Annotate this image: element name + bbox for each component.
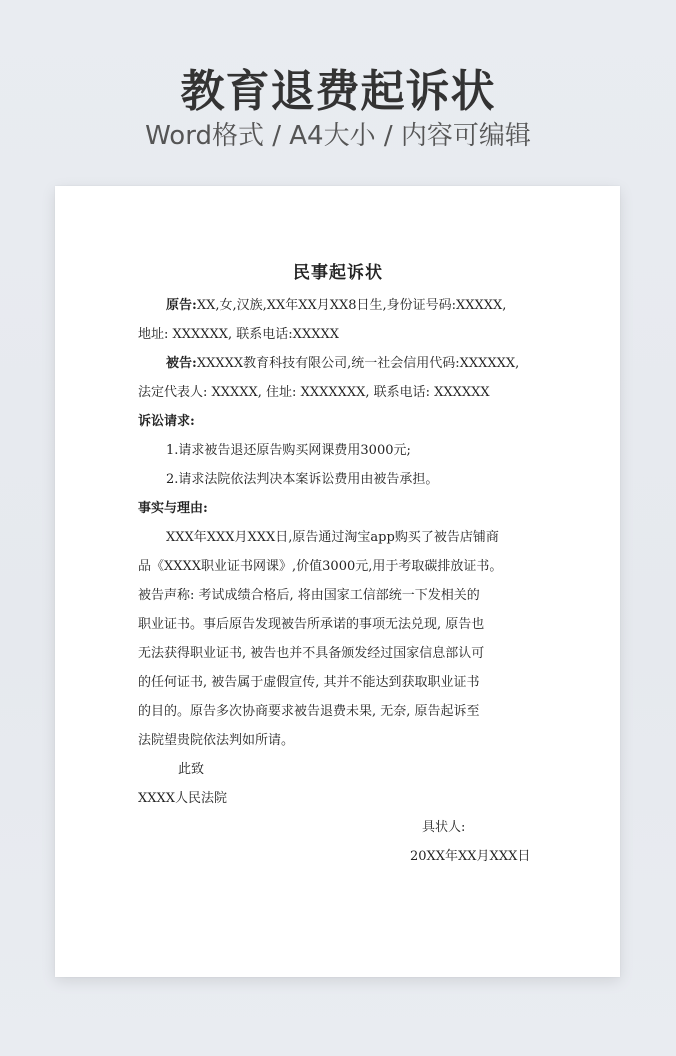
facts-line: 被告声称: 考试成绩合格后, 将由国家工信部统一下发相关的 <box>138 588 480 603</box>
facts-line: 的任何证书, 被告属于虚假宣传, 其并不能达到获取职业证书 <box>138 675 480 690</box>
facts-line: 法院望贵院依法判如所请。 <box>138 733 295 748</box>
defendant-line-1 <box>138 349 538 378</box>
plaintiff-line-1 <box>138 291 538 320</box>
defendant-line-2: 法定代表人: XXXXX, 住址: XXXXXXX, 联系电话: XXXXXX <box>138 385 490 400</box>
facts-line: 无法获得职业证书, 被告也并不具备颁发经过国家信息部认可 <box>138 646 485 661</box>
defendant-label: 被告: <box>166 356 197 371</box>
claim-item: 1.请求被告退还原告购买网课费用3000元; <box>166 443 411 458</box>
plaintiff-info: XX,女,汉族,XX年XX月XX8日生,身份证号码:XXXXX, <box>196 298 507 313</box>
facts-line: XXX年XXX月XXX日,原告通过淘宝app购买了被告店铺商 <box>166 530 499 545</box>
document-date: 20XX年XX月XXX日 <box>410 849 531 864</box>
facts-line: 的目的。原告多次协商要求被告退费未果, 无奈, 原告起诉至 <box>138 704 480 719</box>
banner-subtitle: Word格式 / A4大小 / 内容可编辑 <box>145 121 531 151</box>
defendant-info: XXXXX教育科技有限公司,统一社会信用代码:XXXXXX, <box>196 356 520 371</box>
document-body <box>138 258 538 871</box>
plaintiff-line-2: 地址: XXXXXX, 联系电话:XXXXX <box>138 327 339 342</box>
facts-heading: 事实与理由: <box>138 501 208 516</box>
signer-label: 具状人: <box>422 820 466 835</box>
claim-item: 2.请求法院依法判决本案诉讼费用由被告承担。 <box>166 472 439 487</box>
court-name: XXXX人民法院 <box>138 791 228 806</box>
closing-salutation: 此致 <box>178 762 205 777</box>
claims-heading: 诉讼请求: <box>138 414 195 429</box>
document-page <box>55 186 620 977</box>
facts-line: 品《XXXX职业证书网课》,价值3000元,用于考取碳排放证书。 <box>138 559 503 574</box>
facts-line: 职业证书。事后原告发现被告所承诺的事项无法兑现, 原告也 <box>138 617 485 632</box>
plaintiff-label: 原告: <box>166 298 197 313</box>
banner-title: 教育退费起诉状 <box>180 66 496 117</box>
document-title: 民事起诉状 <box>293 263 383 283</box>
